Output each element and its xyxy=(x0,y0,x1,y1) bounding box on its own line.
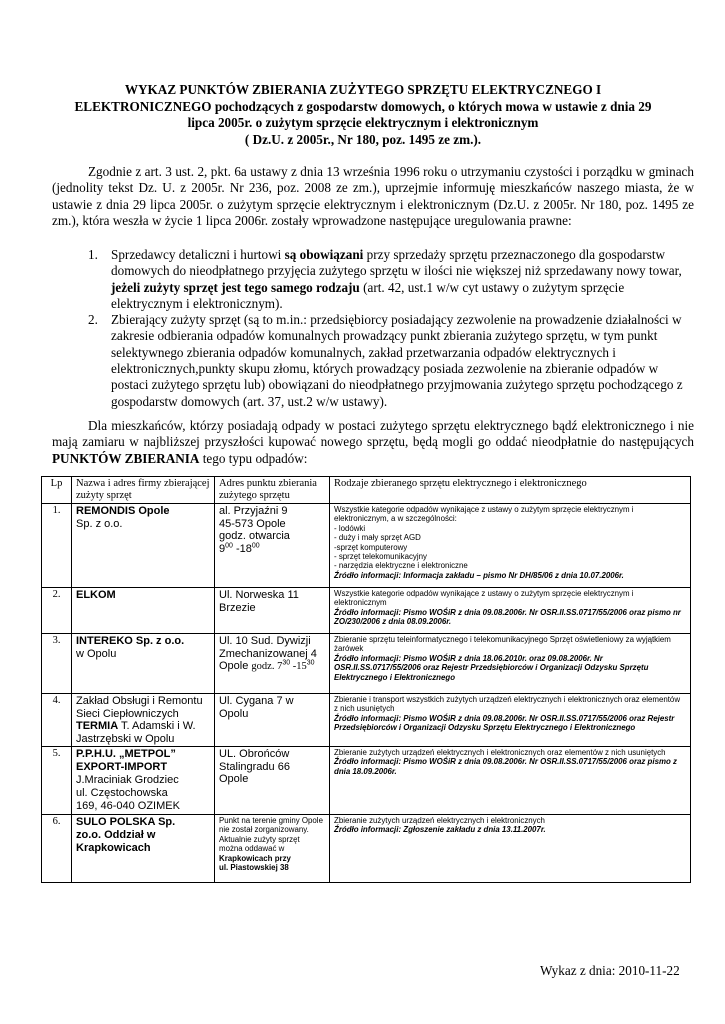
title-line-2: ELEKTRONICZNEGO pochodzących z gospodarstw domowych, o których mowa w ustawie z dnia 29 xyxy=(74,98,652,114)
company-name: SULO POLSKA Sp. xyxy=(76,816,176,828)
address-note-bold: ul. Piastowskiej 38 xyxy=(219,863,289,873)
address-note-bold: Krapkowicach przy xyxy=(219,853,291,863)
company-detail: T. Adamski i W. Jastrzębski w Opolu xyxy=(76,720,196,745)
company-cell xyxy=(72,504,215,588)
address-line: Ul. Norweska 11 xyxy=(219,589,299,601)
company-detail: w Opolu xyxy=(76,647,117,660)
kinds-line: -sprzęt komputerowy xyxy=(334,542,408,552)
list-item xyxy=(88,247,693,312)
list-item xyxy=(88,312,693,410)
company-detail: 169, 46-040 OZIMEK xyxy=(76,800,180,812)
company-detail: Sp. z o.o. xyxy=(76,517,123,530)
address-cell xyxy=(215,815,330,883)
info-source: Źródło informacji: Pismo WOŚiR z dnia 09.08.2006r. Nr OSR.II.SS.0717/55/2006 oraz pismo z dnia 18.09.2006r. xyxy=(334,757,677,776)
header-kinds: Rodzaje zbieranego sprzętu elektrycznego i elektronicznego xyxy=(330,477,691,504)
kinds-line: Wszystkie kategorie odpadów wynikające z ustawy o zużytym sprzęcie elektrycznym i elektronicznym xyxy=(334,589,634,608)
header-address: Adres punktu zbierania zużytego sprzętu xyxy=(215,477,330,504)
address-line: Zmechanizowanej 4 xyxy=(219,647,317,660)
list-text: Sprzedawcy detaliczni i hurtowi xyxy=(111,247,285,262)
address-line: al. Przyjaźni 9 xyxy=(219,505,288,517)
kinds-line: Zbieranie zużytych urządzeń elektrycznych i elektronicznych oraz elementów z nich usuniętych xyxy=(334,748,666,757)
address-line: Ul. 10 Sud. Dywizji xyxy=(219,635,311,647)
table-row xyxy=(42,747,691,815)
list-date: Wykaz z dnia: 2010-11-22 xyxy=(540,963,680,978)
address-line: godz. otwarcia xyxy=(219,530,290,542)
address-line: Opole xyxy=(219,773,249,785)
intro-text: Zgodnie z art. 3 ust. 2, pkt. 6a ustawy z dnia 13 września 1996 roku o utrzymaniu czystości i porządku w gminach (jednolity tekst Dz. U. z 2005r. Nr 236, poz. 2008 ze zm.), uprzejmie informuję mieszkańców naszego miasta, że w ustawie z dnia 29 lipca 2005r. o zużytym sprzęcie elektrycznym i elektronicznym (Dz.U. z 2005r. Nr 180, poz. 1495 ze zm.), która weszła w życie 1 lipca 2006r. zostały wprowadzone następujące uregulowania prawne: xyxy=(52,164,694,228)
kinds-line: - lodówki xyxy=(334,523,366,533)
row-lp: 3. xyxy=(42,634,72,694)
company-cell xyxy=(72,747,215,815)
address-line: UL. Obrońców xyxy=(219,748,290,760)
row-lp: 4. xyxy=(42,694,72,747)
company-detail: Zakład Obsługi i Remontu Sieci Ciepłowniczych xyxy=(76,695,203,720)
address-cell xyxy=(215,694,330,747)
list-bold-text: są obowiązani xyxy=(284,247,364,262)
intro-paragraph xyxy=(52,164,694,229)
company-name: Krapkowicach xyxy=(76,842,151,854)
company-name: ELKOM xyxy=(76,589,116,601)
table-header-row xyxy=(42,477,691,504)
paragraph-text: tego typu odpadów: xyxy=(199,450,308,466)
address-cell xyxy=(215,588,330,634)
opening-hours: Opole godz. $7^{30}$ $-15^{30}$ xyxy=(219,659,315,672)
info-source: Źródło informacji: Pismo WOŚiR z dnia 18.06.2010r. oraz 09.08.2006r. Nr OSR.II.SS.0717/55/2006 oraz Rejestr Przedsiębiorców i Organizacji Odzysku Sprzętu Elektrycznego i Elektronicznego xyxy=(334,653,649,682)
row-lp: 2. xyxy=(42,588,72,634)
table-row xyxy=(42,504,691,588)
address-note: Punkt na terenie gminy Opole nie został zorganizowany. Aktualnie zużyty sprzęt można oddawać w xyxy=(219,816,323,854)
info-source: Źródło informacji: Pismo WOŚiR z dnia 09.08.2006r. Nr OSR.II.SS.0717/55/2006 oraz pismo nr ZO/230/2006 z dnia 08.09.2006r. xyxy=(334,607,681,627)
opening-hours: $9^{00}$ $-18^{00}$ xyxy=(219,541,260,555)
kinds-line: Zbieranie sprzętu teleinformatycznego i telekomunikacyjnego Sprzęt oświetleniowy za wyjątkiem żarówek xyxy=(334,635,671,654)
list-number: 1. xyxy=(88,247,98,262)
paragraph-bold-text: PUNKTÓW ZBIERANIA xyxy=(52,450,200,466)
collection-points-paragraph xyxy=(52,418,694,467)
company-name: INTEREKO Sp. z o.o. xyxy=(76,635,185,647)
row-lp: 5. xyxy=(42,747,72,815)
company-name: TERMIA xyxy=(76,720,119,732)
kinds-line: Zbieranie zużytych urządzeń elektrycznych i elektronicznych xyxy=(334,816,545,825)
list-bold-text: jeżeli zużyty sprzęt jest tego samego rodzaju xyxy=(111,279,360,295)
kinds-cell xyxy=(330,815,691,883)
company-cell xyxy=(72,634,215,694)
paragraph-text: Dla mieszkańców, którzy posiadają odpady w postaci zużytego sprzętu elektrycznego bądź elektronicznego i nie mają zamiaru w najbliższej przyszłości kupować nowego sprzętu, będą mogli go oddać nieodpłatnie do następujących xyxy=(52,418,694,450)
company-detail: J.Mraciniak Grodziec xyxy=(76,774,179,786)
legal-list xyxy=(88,247,693,410)
table-row xyxy=(42,815,691,883)
company-cell xyxy=(72,815,215,883)
address-line: Brzezie xyxy=(219,601,256,614)
title-line-1: WYKAZ PUNKTÓW ZBIERANIA ZUŻYTEGO SPRZĘTU ELEKTRYCZNEGO I xyxy=(124,82,602,97)
info-source: Źródło informacji: Zgłoszenie zakładu z dnia 13.11.2007r. xyxy=(334,825,546,835)
kinds-cell xyxy=(330,634,691,694)
company-cell xyxy=(72,694,215,747)
company-detail: ul. Częstochowska xyxy=(76,787,168,799)
address-line: 45-573 Opole xyxy=(219,517,286,530)
kinds-line: Wszystkie kategorie odpadów wynikające z ustawy o zużytym sprzęcie elektrycznym i elektronicznym, a w szczególności: xyxy=(334,505,634,524)
address-line: Ul. Cygana 7 w Opolu xyxy=(219,695,294,720)
company-name: P.P.H.U. „METPOL” xyxy=(76,748,176,760)
list-number: 2. xyxy=(88,312,98,328)
info-source: Źródło informacji: Pismo WOŚiR z dnia 09.08.2006r. Nr OSR.II.SS.0717/55/2006 oraz Rejestr Przedsiębiorców i Organizacji Odzysku Sprzętu Elektrycznego i Elektronicznego xyxy=(334,713,675,733)
address-line: Stalingradu 66 xyxy=(219,760,290,773)
kinds-line: Zbieranie i transport wszystkich zużytych urządzeń elektrycznych i elektronicznych oraz elementów z nich usuniętych xyxy=(334,695,681,714)
kinds-cell xyxy=(330,504,691,588)
document-title xyxy=(40,82,686,148)
address-cell xyxy=(215,504,330,588)
title-line-3: lipca 2005r. o zużytym sprzęcie elektrycznym i elektronicznym xyxy=(187,115,539,130)
table-row xyxy=(42,694,691,747)
kinds-cell xyxy=(330,588,691,634)
kinds-line: - narzędzia elektryczne i elektroniczne xyxy=(334,561,468,571)
header-lp: Lp xyxy=(42,477,72,504)
company-name: EXPORT-IMPORT xyxy=(76,761,168,773)
company-name: REMONDIS Opole xyxy=(76,505,170,517)
title-line-4: ( Dz.U. z 2005r., Nr 180, poz. 1495 ze zm.). xyxy=(244,131,482,147)
kinds-cell xyxy=(330,747,691,815)
list-text: Zbierający zużyty sprzęt (są to m.in.: przedsiębiorcy posiadający zezwolenie na prowadzenie działalności w zakresie odbierania odpadów komunalnych prowadzący punkt zbierania zużytego sprzętu, w tym punkt selektywnego zbierania odpadów komunalnych, zakład przetwarzania odpadów elektrycznych i elektronicznych,punkty skupu złomu, których prowadzący posiada zezwolenie na zbieranie odpadów w postaci zużytego sprzętu lub) obowiązani do nieodpłatnego przyjmowania zużytego sprzętu pochodzącego z gospodarstw domowych (art. 37, ust.2 w/w ustawy). xyxy=(111,312,683,409)
kinds-cell xyxy=(330,694,691,747)
info-source: Źródło informacji: Informacja zakładu – pismo Nr DH/85/06 z dnia 10.07.2006r. xyxy=(334,570,624,580)
address-cell xyxy=(215,747,330,815)
row-lp: 6. xyxy=(42,815,72,883)
company-cell xyxy=(72,588,215,634)
kinds-line: - sprzęt telekomunikacyjny xyxy=(334,552,427,562)
kinds-line: - duży i mały sprzęt AGD xyxy=(334,533,421,543)
header-name: Nazwa i adres firmy zbierającej zużyty sprzęt xyxy=(72,477,215,504)
list-text: przy sprzedaży sprzętu przeznaczonego dla gospodarstw domowych do nieodpłatnego przyjęcia zużytego sprzętu w ilości nie większej niż sprzedawany nowy towar, xyxy=(111,247,682,279)
company-name: zo.o. Oddział w xyxy=(76,829,156,841)
table-row xyxy=(42,634,691,694)
collection-points-table xyxy=(41,476,691,883)
address-cell xyxy=(215,634,330,694)
table-row xyxy=(42,588,691,634)
row-lp: 1. xyxy=(42,504,72,588)
list-text: (art. 42, ust.1 w/w cyt ustawy o zużytym sprzęcie elektrycznym i elektronicznym). xyxy=(111,279,625,311)
